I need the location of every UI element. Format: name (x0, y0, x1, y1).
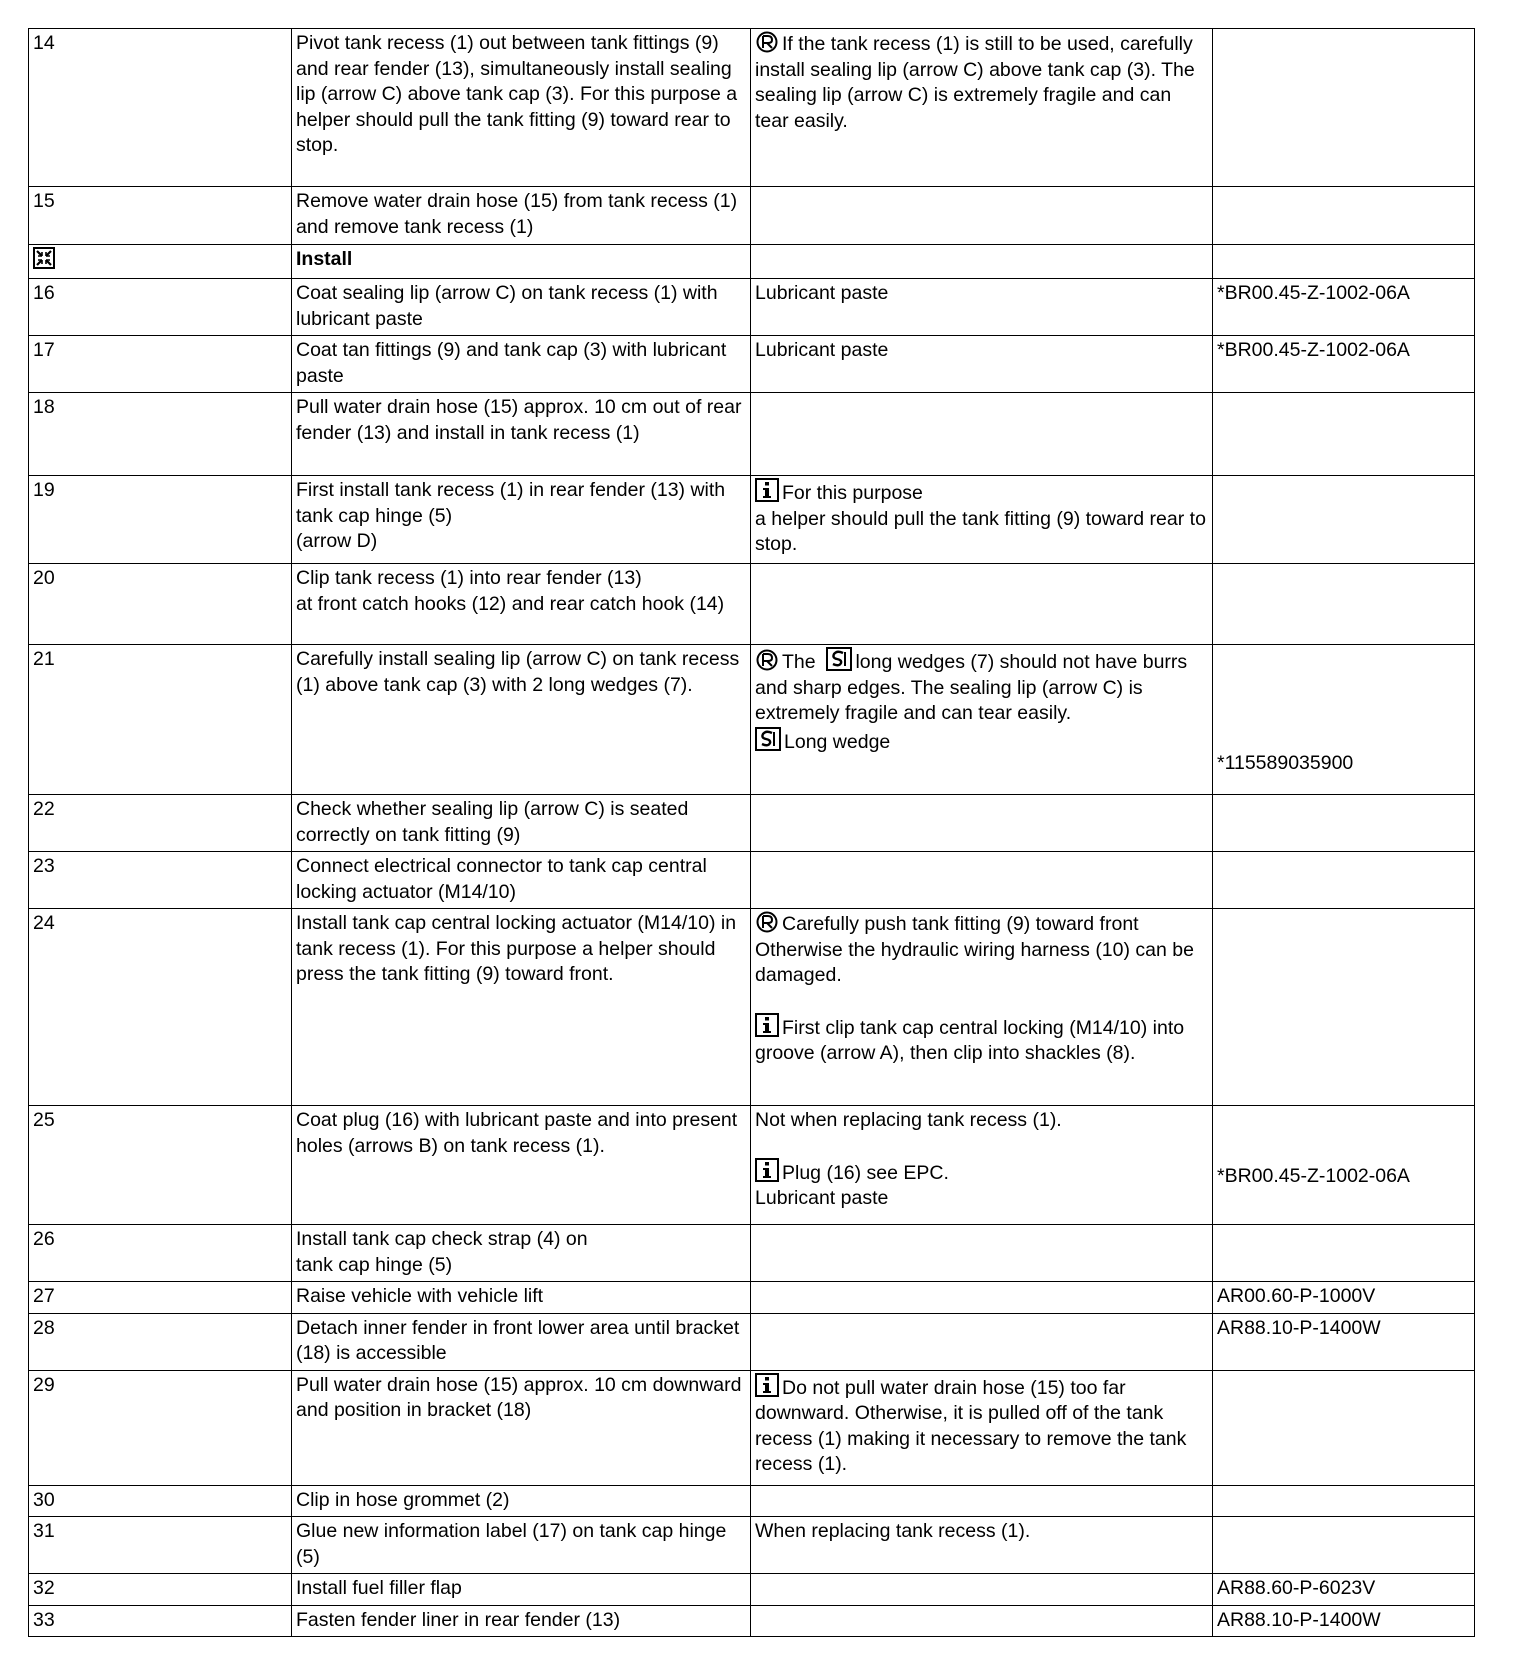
action-line: Install tank cap check strap (4) on (296, 1228, 588, 1250)
step-note (751, 245, 1213, 279)
step-action (292, 476, 751, 564)
table-row (29, 29, 1475, 187)
step-action: Install fuel filler flap (292, 1574, 751, 1606)
step-note (751, 852, 1213, 909)
note-text: Plug (16) see EPC. (782, 1161, 949, 1184)
step-reference: AR88.10-P-1400W (1213, 1313, 1475, 1370)
table-row (29, 852, 1475, 909)
step-reference (1213, 393, 1475, 476)
special-tool-icon (826, 647, 852, 671)
reference-code: *BR00.45-Z-1002-06A (1217, 1164, 1410, 1187)
step-number: 29 (29, 1370, 292, 1485)
step-note (751, 1106, 1213, 1225)
step-reference (1213, 187, 1475, 245)
step-note (751, 1574, 1213, 1606)
step-reference (1213, 29, 1475, 187)
info-icon (755, 1373, 779, 1397)
table-row (29, 1370, 1475, 1485)
step-reference (1213, 476, 1475, 564)
note-text: long wedges (7) should not have burrs and sharp edges. The sealing lip (arrow C) is extremely fragile and can tear easily. (755, 651, 1188, 724)
table-row (29, 279, 1475, 336)
step-action: Coat plug (16) with lubricant paste and into present holes (arrows B) on tank recess (1). (292, 1106, 751, 1225)
step-reference (1213, 1225, 1475, 1282)
table-row (29, 1225, 1475, 1282)
step-reference (1213, 795, 1475, 852)
note-text: Not when replacing tank recess (1). (755, 1109, 1062, 1131)
step-action: Pull water drain hose (15) approx. 10 cm downward and position in bracket (18) (292, 1370, 751, 1485)
step-reference (1213, 1370, 1475, 1485)
step-reference (1213, 909, 1475, 1106)
step-number: 21 (29, 645, 292, 795)
step-note (751, 29, 1213, 187)
step-note (751, 187, 1213, 245)
step-note (751, 645, 1213, 795)
note-text: Lubricant paste (755, 1187, 889, 1209)
table-row (29, 336, 1475, 393)
step-action: Carefully install sealing lip (arrow C) on tank recess (1) above tank cap (3) with 2 long wedges (7). (292, 645, 751, 795)
tool-name: Long wedge (784, 730, 891, 753)
action-line: at front catch hooks (12) and rear catch hook (14) (296, 592, 725, 615)
table-row (29, 909, 1475, 1106)
action-line: tank cap hinge (5) (296, 1253, 453, 1276)
step-number: 26 (29, 1225, 292, 1282)
step-note (751, 1313, 1213, 1370)
step-note: When replacing tank recess (1). (751, 1517, 1213, 1574)
note-text: For this purpose (782, 482, 923, 504)
step-note: Lubricant paste (751, 336, 1213, 393)
step-note (751, 909, 1213, 1106)
table-row (29, 1282, 1475, 1314)
info-icon (755, 1158, 779, 1182)
table-row (29, 1517, 1475, 1574)
step-number: 23 (29, 852, 292, 909)
step-number: 22 (29, 795, 292, 852)
step-note (751, 564, 1213, 645)
info-icon (755, 1013, 779, 1037)
info-icon (755, 478, 779, 502)
step-note (751, 1370, 1213, 1485)
step-note (751, 795, 1213, 852)
step-reference: *BR00.45-Z-1002-06A (1213, 336, 1475, 393)
step-number: 31 (29, 1517, 292, 1574)
table-row (29, 476, 1475, 564)
table-row (29, 1313, 1475, 1370)
action-line: Clip tank recess (1) into rear fender (13) (296, 567, 642, 589)
step-action: Remove water drain hose (15) from tank recess (1) and remove tank recess (1) (292, 187, 751, 245)
table-row (29, 187, 1475, 245)
step-reference (1213, 1517, 1475, 1574)
step-number: 25 (29, 1106, 292, 1225)
step-reference: AR88.10-P-1400W (1213, 1605, 1475, 1637)
step-number: 17 (29, 336, 292, 393)
table-row (29, 564, 1475, 645)
step-number: 27 (29, 1282, 292, 1314)
note-text: The (782, 651, 816, 673)
table-row (29, 1485, 1475, 1517)
step-number: 33 (29, 1605, 292, 1637)
step-reference: AR88.60-P-6023V (1213, 1574, 1475, 1606)
step-reference: AR00.60-P-1000V (1213, 1282, 1475, 1314)
step-number: 32 (29, 1574, 292, 1606)
table-row (29, 795, 1475, 852)
step-note (751, 1605, 1213, 1637)
table-row (29, 1605, 1475, 1637)
tool-number: *115589035900 (1217, 752, 1354, 774)
step-reference (1213, 245, 1475, 279)
step-action (292, 564, 751, 645)
step-action: Pull water drain hose (15) approx. 10 cm out of rear fender (13) and install in tank recess (1) (292, 393, 751, 476)
step-reference (1213, 852, 1475, 909)
install-cell (29, 245, 292, 279)
step-note (751, 1282, 1213, 1314)
step-action: Pivot tank recess (1) out between tank fittings (9) and rear fender (13), simultaneously install sealing lip (arrow C) above tank cap (3). For this purpose a helper should pull the tank fitting (9) toward rear to stop. (292, 29, 751, 187)
step-number: 14 (29, 29, 292, 187)
step-note: Lubricant paste (751, 279, 1213, 336)
step-number: 20 (29, 564, 292, 645)
step-number: 18 (29, 393, 292, 476)
step-reference (1213, 564, 1475, 645)
step-action: Clip in hose grommet (2) (292, 1485, 751, 1517)
table-row (29, 1106, 1475, 1225)
step-action: Glue new information label (17) on tank cap hinge (5) (292, 1517, 751, 1574)
step-number: 28 (29, 1313, 292, 1370)
step-note (751, 393, 1213, 476)
step-reference (1213, 645, 1475, 795)
note-text: Carefully push tank fitting (9) toward front Otherwise the hydraulic wiring harness (10) can be damaged. (755, 913, 1194, 986)
step-number: 16 (29, 279, 292, 336)
step-note (751, 1485, 1213, 1517)
install-icon (33, 247, 55, 269)
step-note (751, 1225, 1213, 1282)
note-text: a helper should pull the tank fitting (9) toward rear to stop. (755, 507, 1206, 555)
note-text: If the tank recess (1) is still to be used, carefully install sealing lip (arrow C) above tank cap (3). The sealing lip (arrow C) is extremely fragile and can tear easily. (755, 33, 1195, 132)
step-number: 24 (29, 909, 292, 1106)
table-row (29, 1574, 1475, 1606)
note-text: First clip tank cap central locking (M14/10) into groove (arrow A), then clip into shackles (8). (755, 1016, 1185, 1064)
section-heading: Install (292, 245, 751, 279)
warning-icon (755, 911, 779, 933)
procedure-table (28, 28, 1475, 1637)
step-reference: *BR00.45-Z-1002-06A (1213, 279, 1475, 336)
step-action: Coat tan fittings (9) and tank cap (3) with lubricant paste (292, 336, 751, 393)
step-action: Raise vehicle with vehicle lift (292, 1282, 751, 1314)
table-row (29, 393, 1475, 476)
step-reference (1213, 1106, 1475, 1225)
step-number: 19 (29, 476, 292, 564)
warning-icon (755, 31, 779, 53)
action-line: (arrow D) (296, 530, 378, 552)
step-action: Fasten fender liner in rear fender (13) (292, 1605, 751, 1637)
step-number: 15 (29, 187, 292, 245)
note-text: Do not pull water drain hose (15) too far downward. Otherwise, it is pulled off of the tank recess (1) making it necessary to remove the tank recess (1). (755, 1376, 1187, 1475)
step-number: 30 (29, 1485, 292, 1517)
warning-icon (755, 649, 779, 671)
special-tool-icon (755, 727, 781, 751)
step-action (292, 1225, 751, 1282)
step-action: Install tank cap central locking actuator (M14/10) in tank recess (1). For this purpose a helper should press the tank fitting (9) toward front. (292, 909, 751, 1106)
step-action: Coat sealing lip (arrow C) on tank recess (1) with lubricant paste (292, 279, 751, 336)
step-action: Detach inner fender in front lower area until bracket (18) is accessible (292, 1313, 751, 1370)
step-note (751, 476, 1213, 564)
table-row (29, 645, 1475, 795)
step-action: Connect electrical connector to tank cap central locking actuator (M14/10) (292, 852, 751, 909)
action-line: First install tank recess (1) in rear fender (13) with tank cap hinge (5) (296, 479, 726, 527)
section-heading-row (29, 245, 1475, 279)
step-reference (1213, 1485, 1475, 1517)
step-action: Check whether sealing lip (arrow C) is seated correctly on tank fitting (9) (292, 795, 751, 852)
